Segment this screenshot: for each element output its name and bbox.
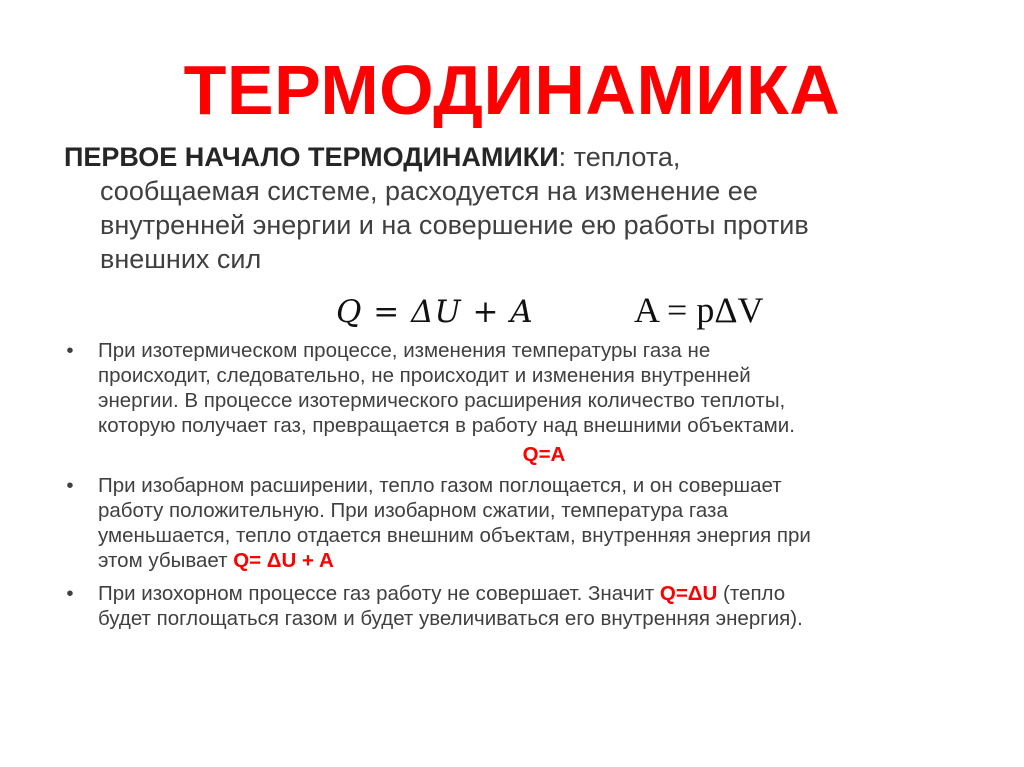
process-list	[60, 338, 990, 631]
definition-text-line3: внутренней энергии и на совершение ею работы против	[100, 210, 809, 240]
definition-text-line1: : теплота,	[558, 142, 681, 172]
bullet-text: При изохорном процессе газ работу не совершает. Значит	[98, 582, 660, 605]
bullet-marker: •	[66, 474, 74, 497]
bullet-text: (тепло	[717, 582, 786, 605]
bullet-marker: •	[66, 339, 74, 362]
isochoric-bullet	[60, 581, 990, 631]
isothermal-bullet	[60, 338, 990, 438]
bullet-line: энергии. В процессе изотермического расширения количество теплоты,	[98, 389, 786, 412]
bullet-text: этом убывает	[98, 549, 234, 572]
definition-text-line4: внешних сил	[100, 244, 262, 274]
isobaric-bullet	[60, 473, 990, 573]
isochoric-formula: Q=ΔU	[659, 582, 718, 605]
bullet-line: будет поглощаться газом и будет увеличиваться его внутренняя энергия).	[98, 607, 803, 630]
first-law-formula: Q = ΔU + A	[336, 294, 534, 330]
bullet-line	[98, 581, 990, 606]
bullet-line	[98, 548, 990, 573]
bullet-line: которую получает газ, превращается в работу над внешними объектами.	[98, 414, 795, 437]
bullet-marker: •	[66, 582, 74, 605]
definition-text-line2: сообщаемая системе, расходуется на изменение ее	[100, 176, 758, 206]
first-law-definition	[64, 140, 984, 276]
bullet-line: уменьшается, тепло отдается внешним объектам, внутренняя энергия при	[98, 524, 811, 547]
bullet-line: При изобарном расширении, тепло газом поглощается, и он совершает	[98, 474, 782, 497]
work-formula: A = pΔV	[634, 290, 764, 330]
first-law-heading: ПЕРВОЕ НАЧАЛО ТЕРМОДИНАМИКИ	[64, 142, 559, 172]
bullet-line: При изотермическом процессе, изменения температуры газа не	[98, 339, 711, 362]
slide-title: ТЕРМОДИНАМИКА	[183, 51, 841, 129]
bullet-line: происходит, следовательно, не происходит и изменения внутренней	[98, 364, 751, 387]
isobaric-formula: Q= ΔU + A	[233, 549, 334, 572]
isothermal-formula: Q=A	[522, 443, 566, 466]
bullet-line: работу положительную. При изобарном сжатии, температура газа	[98, 499, 728, 522]
